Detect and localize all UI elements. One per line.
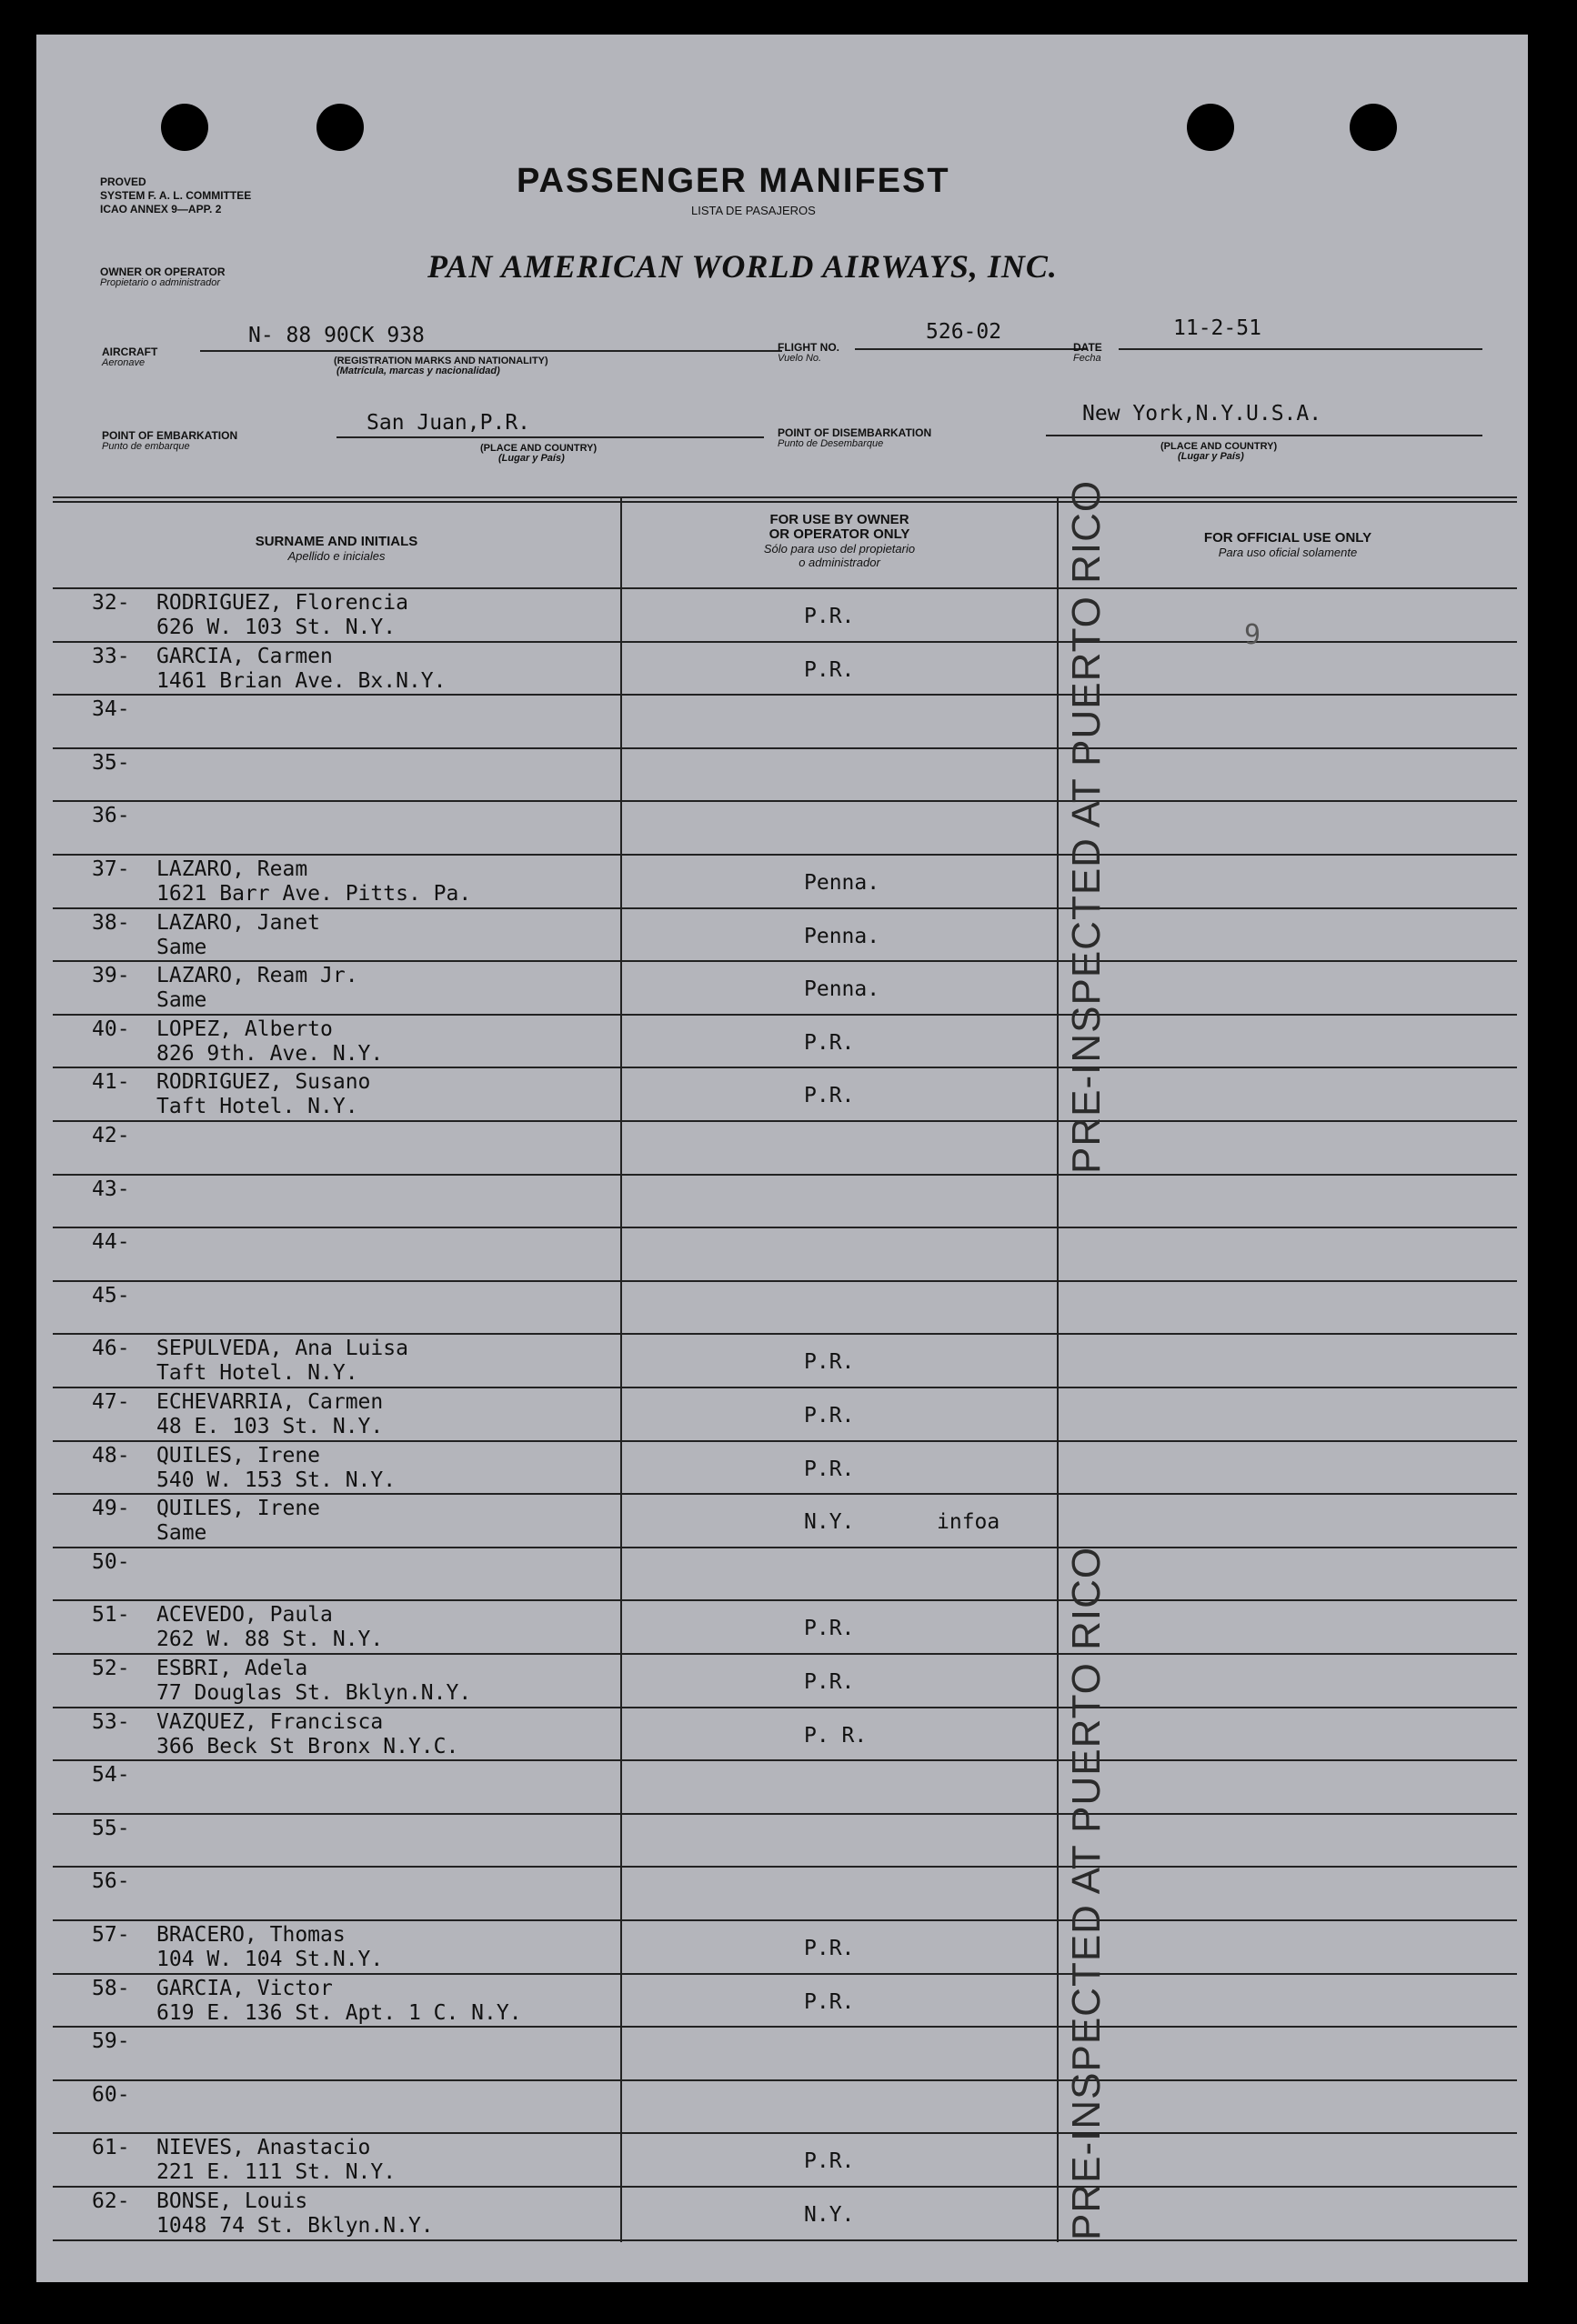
row-number: 32- (92, 591, 130, 615)
row-number: 54- (92, 1763, 130, 1788)
row-number: 40- (92, 1017, 130, 1041)
aircraft-value: N- 88 90CK 938 (248, 324, 425, 347)
row-number: 45- (92, 1283, 130, 1307)
passenger-name: LAZARO, Ream (156, 857, 308, 881)
owner-use-entry: N.Y. (804, 2203, 855, 2227)
passenger-address: 1461 Brian Ave. Bx.N.Y. (156, 668, 447, 693)
table-row (53, 1495, 1517, 1548)
owner-use-entry: P.R. (804, 1937, 855, 1960)
pre-inspected-stamp: PRE-INSPECTED AT PUERTO RICO (1064, 479, 1109, 1174)
owner-use-entry: P.R. (804, 2149, 855, 2174)
owner-use-entry: P. R. (804, 1723, 868, 1748)
table-row (53, 1176, 1517, 1229)
column-header-owner-use: FOR USE BY OWNER OR OPERATOR ONLY Sólo para uso del propietario o administrador (763, 512, 916, 569)
table-row (53, 1388, 1517, 1442)
table-row (53, 1016, 1517, 1069)
passenger-name: GARCIA, Victor (156, 1976, 333, 2000)
row-number: 37- (92, 857, 130, 881)
page-title: PASSENGER MANIFEST (517, 162, 950, 200)
disembark-label: POINT OF DISEMBARKATION (778, 426, 932, 439)
row-number: 50- (92, 1549, 130, 1574)
row-number: 53- (92, 1709, 130, 1734)
passenger-name: BRACERO, Thomas (156, 1923, 346, 1947)
passenger-name: LOPEZ, Alberto (156, 1017, 333, 1041)
flight-label-es: Vuelo No. (778, 353, 822, 364)
table-row (53, 802, 1517, 856)
table-row (53, 962, 1517, 1016)
row-number: 56- (92, 1869, 130, 1894)
embark-label: POINT OF EMBARKATION (102, 429, 238, 442)
row-number: 49- (92, 1497, 130, 1521)
passenger-address: 540 W. 153 St. N.Y. (156, 1468, 397, 1492)
passenger-address: 48 E. 103 St. N.Y. (156, 1415, 384, 1438)
table-row (53, 2134, 1517, 2188)
passenger-name: RODRIGUEZ, Florencia (156, 591, 408, 615)
table-row (53, 589, 1517, 643)
page-subtitle: LISTA DE PASAJEROS (691, 204, 816, 217)
row-number: 34- (92, 697, 130, 722)
column-header-surname: SURNAME AND INITIALS Apellido e iniciales (255, 534, 418, 563)
owner-use-entry: P.R. (804, 605, 855, 628)
table-row (53, 643, 1517, 696)
approval-line-1: PROVED (100, 175, 146, 188)
row-number: 52- (92, 1657, 130, 1680)
row-number: 57- (92, 1923, 130, 1947)
passenger-name: ACEVEDO, Paula (156, 1603, 333, 1628)
table-row (53, 1975, 1517, 2028)
disembark-note: (PLACE AND COUNTRY) (1160, 441, 1278, 452)
table-row (53, 1548, 1517, 1602)
passenger-address: Same (156, 988, 207, 1013)
row-number: 35- (92, 750, 130, 775)
approval-line-3: ICAO ANNEX 9—APP. 2 (100, 203, 222, 215)
passenger-address: 366 Beck St Bronx N.Y.C. (156, 1734, 459, 1758)
table-row (53, 1921, 1517, 1975)
passenger-address: 619 E. 136 St. Apt. 1 C. N.Y. (156, 2000, 522, 2025)
aircraft-note-es: (Matrícula, marcas y nacionalidad) (336, 366, 500, 376)
passenger-name: ESBRI, Adela (156, 1657, 308, 1680)
passenger-name: LAZARO, Ream Jr. (156, 964, 358, 988)
row-number: 51- (92, 1603, 130, 1628)
passenger-address: 262 W. 88 St. N.Y. (156, 1628, 384, 1652)
passenger-address: 221 E. 111 St. N.Y. (156, 2160, 397, 2185)
table-row (53, 856, 1517, 909)
owner-use-entry: Penna. (804, 871, 880, 895)
punch-hole-icon (316, 104, 364, 151)
row-number: 47- (92, 1390, 130, 1414)
row-number: 58- (92, 1976, 130, 2000)
owner-use-entry: P.R. (804, 1404, 855, 1427)
owner-label: OWNER OR OPERATOR (100, 265, 226, 278)
passenger-name: QUILES, Irene (156, 1497, 321, 1521)
table-row (53, 1761, 1517, 1815)
passenger-address: Taft Hotel. N.Y. (156, 1361, 358, 1386)
passenger-name: BONSE, Louis (156, 2189, 308, 2213)
row-number: 62- (92, 2189, 130, 2213)
row-number: 59- (92, 2029, 130, 2054)
owner-use-entry: P.R. (804, 1030, 855, 1055)
passenger-address: Taft Hotel. N.Y. (156, 1095, 358, 1119)
punch-hole-icon (1187, 104, 1234, 151)
passenger-address: Same (156, 1521, 207, 1546)
disembark-note-es: (Lugar y País) (1178, 451, 1244, 462)
passenger-name: QUILES, Irene (156, 1443, 321, 1468)
embark-note-es: (Lugar y País) (498, 453, 565, 464)
table-row (53, 1655, 1517, 1708)
aircraft-note: (REGISTRATION MARKS AND NATIONALITY) (334, 356, 548, 366)
passenger-name: LAZARO, Janet (156, 910, 321, 935)
row-number: 61- (92, 2136, 130, 2160)
row-number: 46- (92, 1337, 130, 1361)
owner-use-entry: P.R. (804, 1457, 855, 1481)
embark-note: (PLACE AND COUNTRY) (480, 443, 598, 454)
owner-use-entry: P.R. (804, 1084, 855, 1108)
passenger-name: NIEVES, Anastacio (156, 2136, 371, 2160)
passenger-address: 1621 Barr Ave. Pitts. Pa. (156, 882, 472, 906)
approval-line-2: SYSTEM F. A. L. COMMITTEE (100, 189, 252, 202)
row-number: 33- (92, 644, 130, 668)
table-row (53, 1282, 1517, 1336)
table-row (53, 1815, 1517, 1868)
owner-use-entry: P.R. (804, 1350, 855, 1375)
row-number: 38- (92, 910, 130, 935)
row-number: 55- (92, 1816, 130, 1840)
disembark-label-es: Punto de Desembarque (778, 438, 884, 449)
punch-hole-icon (161, 104, 208, 151)
owner-use-entry: P.R. (804, 1617, 855, 1641)
owner-label-es: Propietario o administrador (100, 277, 221, 288)
passenger-address: 626 W. 103 St. N.Y. (156, 616, 397, 639)
passenger-name: ECHEVARRIA, Carmen (156, 1390, 384, 1414)
disembark-value: New York,N.Y.U.S.A. (1082, 402, 1322, 426)
passenger-name: GARCIA, Carmen (156, 644, 333, 668)
date-value: 11-2-51 (1173, 316, 1261, 340)
manifest-sheet (36, 35, 1528, 2282)
date-label-es: Fecha (1073, 353, 1101, 364)
table-row (53, 1122, 1517, 1176)
official-mark: 9 (1244, 619, 1261, 651)
owner-use-entry: P.R. (804, 1670, 855, 1694)
aircraft-label: AIRCRAFT (102, 346, 158, 358)
passenger-address: 104 W. 104 St.N.Y. (156, 1948, 384, 1971)
row-number: 44- (92, 1230, 130, 1255)
table-row (53, 1068, 1517, 1122)
flight-value: 526-02 (926, 320, 1002, 344)
table-row (53, 749, 1517, 803)
row-number: 60- (92, 2082, 130, 2107)
owner-use-entry: Penna. (804, 924, 880, 948)
row-number: 39- (92, 964, 130, 988)
table-row (53, 2081, 1517, 2135)
row-number: 43- (92, 1177, 130, 1201)
table-row (53, 909, 1517, 963)
owner-use-entry: P.R. (804, 1989, 855, 2014)
owner-use-entry: N.Y. (804, 1510, 855, 1535)
passenger-name: VAZQUEZ, Francisca (156, 1709, 384, 1734)
table-row (53, 2028, 1517, 2081)
passenger-address: 826 9th. Ave. N.Y. (156, 1041, 384, 1066)
table-row (53, 1868, 1517, 1921)
owner-value: PAN AMERICAN WORLD AIRWAYS, INC. (427, 248, 1058, 285)
passenger-name: RODRIGUEZ, Susano (156, 1070, 371, 1095)
row-number: 36- (92, 804, 130, 828)
owner-use-entry: P.R. (804, 657, 855, 682)
row-number: 48- (92, 1443, 130, 1468)
flight-label: FLIGHT NO. (778, 341, 839, 354)
passenger-address: 77 Douglas St. Bklyn.N.Y. (156, 1681, 472, 1705)
column-header-official-use: FOR OFFICIAL USE ONLY Para uso oficial solamente (1203, 530, 1372, 559)
date-label: DATE (1073, 341, 1102, 354)
row-number: 41- (92, 1070, 130, 1095)
table-row (53, 1708, 1517, 1762)
embark-value: San Juan,P.R. (367, 411, 531, 435)
punch-hole-icon (1350, 104, 1397, 151)
passenger-address: Same (156, 935, 207, 959)
table-row (53, 1228, 1517, 1282)
passenger-name: SEPULVEDA, Ana Luisa (156, 1337, 408, 1361)
row-number: 42- (92, 1124, 130, 1147)
passenger-table (53, 479, 1517, 2253)
table-row (53, 1335, 1517, 1388)
owner-use-note: infoa (937, 1510, 1000, 1535)
aircraft-label-es: Aeronave (102, 357, 146, 368)
owner-use-entry: Penna. (804, 977, 880, 1002)
table-row (53, 2188, 1517, 2241)
pre-inspected-stamp: PRE-INSPECTED AT PUERTO RICO (1064, 1546, 1109, 2240)
table-row (53, 1601, 1517, 1655)
table-row (53, 696, 1517, 749)
embark-label-es: Punto de embarque (102, 441, 190, 452)
table-row (53, 1442, 1517, 1496)
passenger-address: 1048 74 St. Bklyn.N.Y. (156, 2214, 434, 2238)
